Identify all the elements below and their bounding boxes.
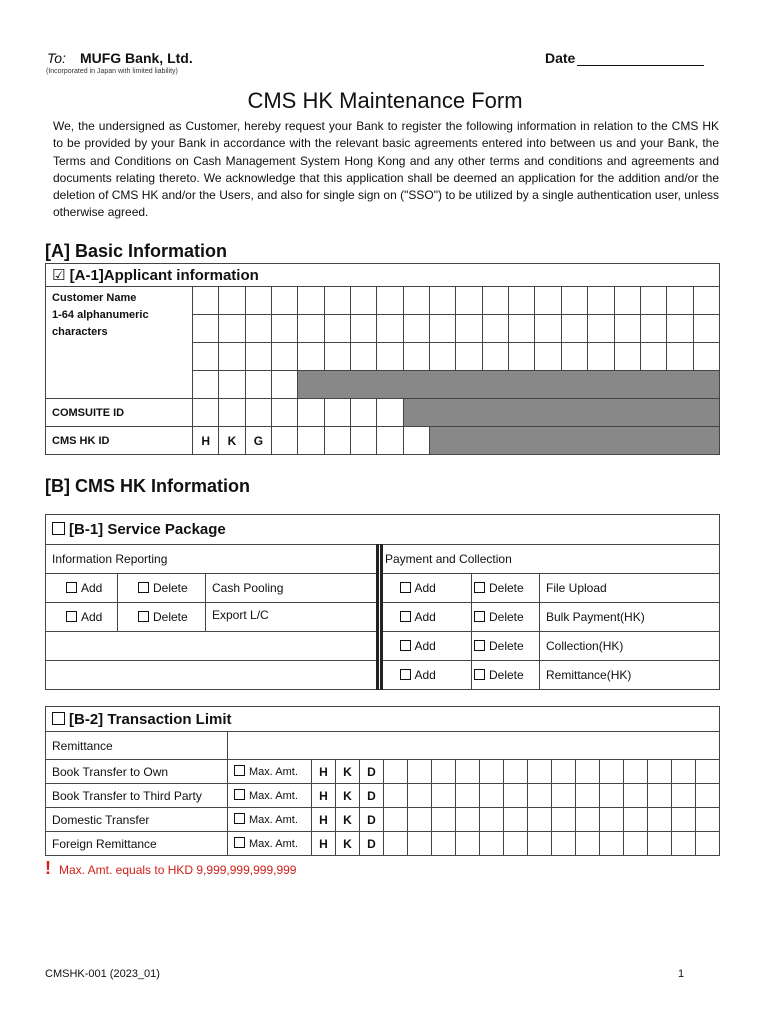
form-title: CMS HK Maintenance Form: [247, 88, 523, 113]
date-field[interactable]: [545, 50, 704, 66]
transaction-limit-table: [B-2] Transaction Limit Remittance Book Transfer to Own Max. Amt. H K D Book Transfer to Third Party Max. Amt. H K D Domestic Transfer Max. Amt. H K D Foreign Remittance Max. Amt. H K D: [45, 706, 720, 856]
payment-collection-label: Payment and Collection: [382, 545, 720, 574]
cmshk-prefix-g: G: [245, 427, 271, 455]
section-b-title: [B] CMS HK Information: [45, 476, 250, 496]
service-package-table: [45, 514, 720, 690]
remittance-label: Remittance: [46, 732, 228, 760]
name-disabled-area: [298, 371, 720, 399]
cmshk-id-label: CMS HK ID: [46, 427, 193, 455]
intro-paragraph: We, the undersigned as Customer, hereby request your Bank to register the following information in relation to the CMS HK to be provided by your Bank in accordance with the relevant basic agreements entered into between us and your Bank, the Terms and Conditions on Cash Management System Hong Kong and any other terms and conditions and agreements and documents relating thereto. We acknowledge that this application shall be deemed an application for the addition and/or the deletion of CMS HK and/or the Users, and also for single sign on ("SSO") to be utilized by a single authentication user, unless otherwise agreed.: [53, 119, 719, 220]
name-cell[interactable]: [193, 287, 219, 315]
add-collection[interactable]: Add: [400, 632, 472, 661]
b1-title-cell: [46, 515, 720, 545]
warning-icon: !: [45, 858, 51, 878]
checkbox[interactable]: [234, 837, 245, 848]
limit-row-label: Foreign Remittance: [46, 832, 228, 856]
add-remittance[interactable]: Add: [400, 661, 472, 690]
checkbox[interactable]: [474, 611, 485, 622]
addressee: [47, 50, 193, 66]
service-bulk-payment: Bulk Payment(HK): [540, 603, 720, 632]
cmshk-disabled-area: [430, 427, 720, 455]
b2-checkbox[interactable]: [52, 712, 65, 725]
cmshk-id-cell[interactable]: [272, 427, 298, 455]
service-export-lc: Export L/C: [206, 603, 378, 632]
limit-row-label: Book Transfer to Own: [46, 760, 228, 784]
add-cash-pooling[interactable]: Add: [46, 574, 118, 603]
limit-row-label: Domestic Transfer: [46, 808, 228, 832]
max-amt-checkbox[interactable]: Max. Amt.: [228, 808, 312, 832]
limit-row-label: Book Transfer to Third Party: [46, 784, 228, 808]
b1-checkbox[interactable]: [52, 522, 65, 535]
note-text: Max. Amt. equals to HKD 9,999,999,999,999: [59, 863, 297, 877]
checkbox[interactable]: [400, 669, 411, 680]
service-remittance: Remittance(HK): [540, 661, 720, 690]
checkbox[interactable]: [66, 611, 77, 622]
to-label: To:: [47, 50, 66, 66]
section-a-title: [A] Basic Information: [45, 241, 228, 261]
max-amount-note: [45, 858, 296, 879]
service-collection: Collection(HK): [540, 632, 720, 661]
service-file-upload: File Upload: [540, 574, 720, 603]
customer-name-label: Customer Name 1-64 alphanumeric characters: [46, 287, 193, 399]
info-reporting-label: Information Reporting: [46, 545, 378, 574]
add-bulk-payment[interactable]: Add: [400, 603, 472, 632]
delete-cash-pooling[interactable]: Delete: [118, 574, 206, 603]
delete-export-lc[interactable]: Delete: [118, 603, 206, 632]
checkbox[interactable]: [474, 669, 485, 680]
form-code: CMSHK-001 (2023_01): [45, 968, 160, 980]
delete-bulk-payment[interactable]: Delete: [472, 603, 540, 632]
checkbox[interactable]: [234, 765, 245, 776]
checkbox[interactable]: [400, 582, 411, 593]
comsuite-id-cell[interactable]: [193, 399, 219, 427]
b1-title: [B-1] Service Package: [69, 521, 226, 538]
incorporation-note: (Incorporated in Japan with limited liability): [46, 68, 178, 75]
service-cash-pooling: Cash Pooling: [206, 574, 378, 603]
max-amt-checkbox[interactable]: Max. Amt.: [228, 832, 312, 856]
checkbox[interactable]: [474, 582, 485, 593]
page-number: 1: [678, 968, 685, 980]
checkbox[interactable]: [400, 640, 411, 651]
empty-left-row: [46, 661, 378, 690]
b2-title: [B-2] Transaction Limit: [69, 710, 232, 728]
date-line: [577, 53, 704, 66]
checkbox[interactable]: [400, 611, 411, 622]
checkbox[interactable]: [474, 640, 485, 651]
cmshk-prefix-k: K: [219, 427, 245, 455]
delete-collection[interactable]: Delete: [472, 632, 540, 661]
empty-left-row: [46, 632, 378, 661]
checkbox[interactable]: [138, 611, 149, 622]
bank-name: MUFG Bank, Ltd.: [79, 50, 193, 66]
delete-file-upload[interactable]: Delete: [472, 574, 540, 603]
checkbox[interactable]: [138, 582, 149, 593]
checkbox[interactable]: [234, 813, 245, 824]
add-file-upload[interactable]: Add: [400, 574, 472, 603]
date-label: Date: [545, 50, 576, 66]
max-amt-checkbox[interactable]: Max. Amt.: [228, 760, 312, 784]
comsuite-id-label: COMSUITE ID: [46, 399, 193, 427]
applicant-info-title: ☑ [A-1]Applicant information: [46, 264, 720, 287]
applicant-info-table: [45, 263, 720, 455]
add-export-lc[interactable]: Add: [46, 603, 118, 632]
b2-title-cell: [46, 707, 720, 732]
comsuite-disabled-area: [403, 399, 719, 427]
max-amt-checkbox[interactable]: Max. Amt.: [228, 784, 312, 808]
cmshk-prefix-h: H: [193, 427, 219, 455]
checkbox[interactable]: [66, 582, 77, 593]
checkbox[interactable]: [234, 789, 245, 800]
delete-remittance[interactable]: Delete: [472, 661, 540, 690]
